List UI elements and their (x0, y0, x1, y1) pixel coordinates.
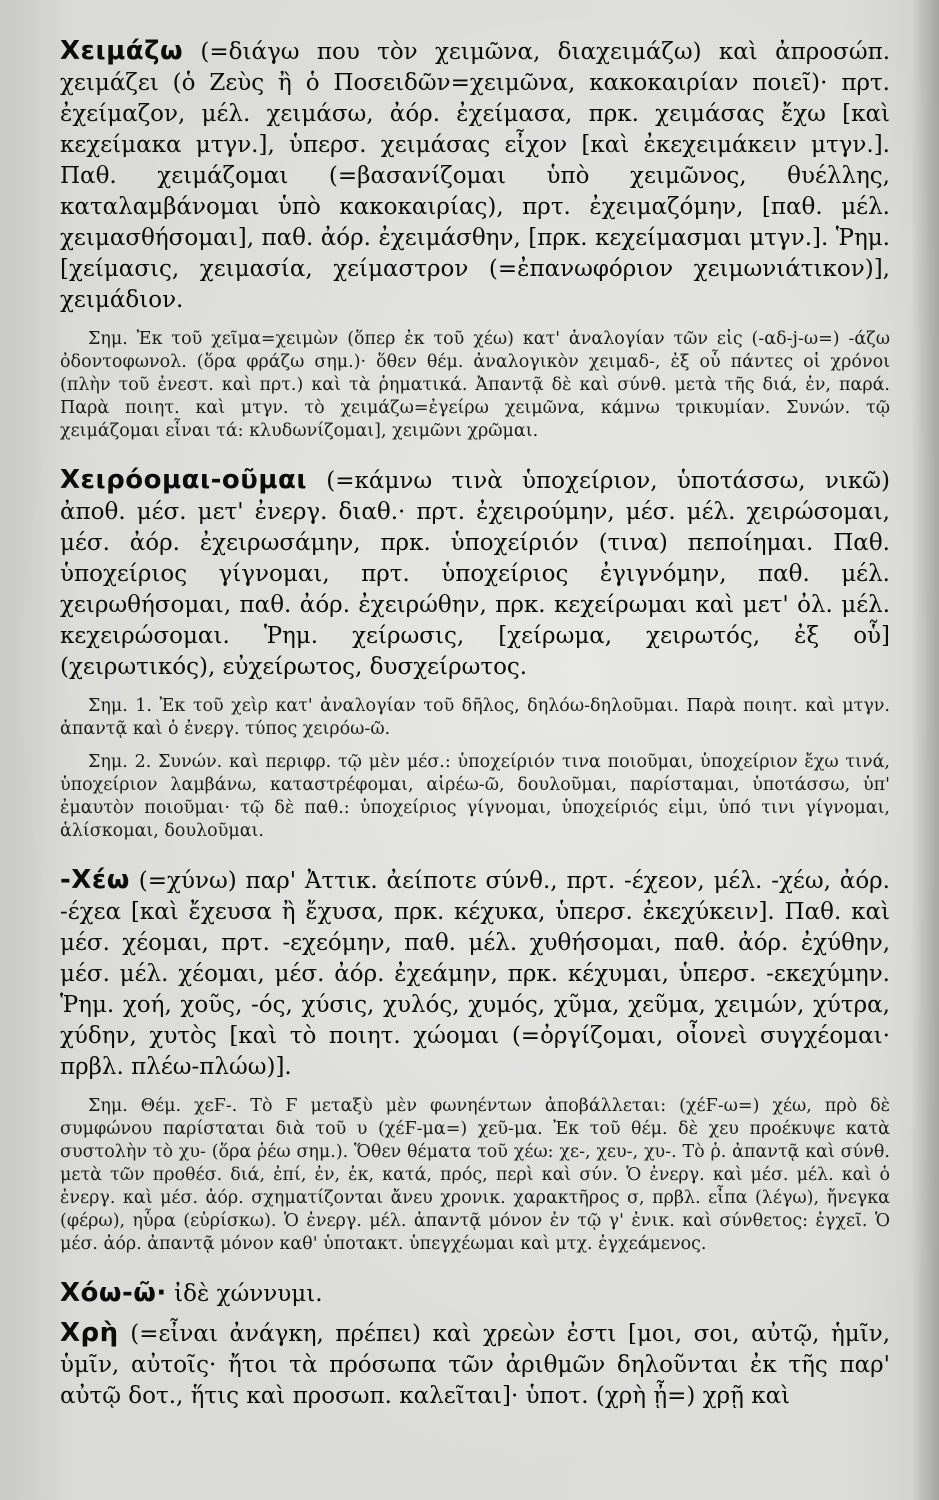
entry-headword: Χειμάζω (60, 36, 184, 66)
note-label: Σημ. (88, 1096, 128, 1116)
entry-text: (=διάγω που τὸν χειμῶνα, διαχειμάζω) καὶ ἀπροσώπ. χειμάζει (ὁ Ζεὺς ἢ ὁ Ποσειδῶν=χειμῶνα, κακοκαιρίαν ποιεῖ)· πρτ. ἐχείμαζον, μέλ. χειμάσω, ἀόρ. ἐχείμασα, πρκ. χειμάσας ἔχω [καὶ κεχείμακα μτγν.], ὑπερσ. χειμάσας εἶχον [καὶ ἐκεχειμάκειν μτγν.]. Παθ. χειμάζομαι (=βασανίζομαι ὑπὸ χειμῶνος, θυέλλης, καταλαμβάνομαι ὑπὸ κακοκαιρίας), πρτ. ἐχειμαζόμην, [παθ. μέλ. χειμασθήσομαι], παθ. ἀόρ. ἐχειμάσθην, [πρκ. κεχείμασμαι μτγν.]. Ῥημ. [χείμασις, χειμασία, χείμαστρον (=ἐπανωφόριον χειμωνιάτικον)], χειμάδιον. (60, 39, 891, 313)
entry-note (60, 695, 890, 741)
entry-note (60, 1095, 890, 1256)
dictionary-entry (60, 865, 890, 1083)
note-label: Σημ. (88, 329, 128, 349)
note-text: Ἐκ τοῦ χεῖμα=χειμὼν (ὅπερ ἐκ τοῦ χέω) κατ' ἀναλογίαν τῶν εἰς (-αδ-j-ω=) -άζω ὀδοντοφωνολ. (ὅρα φράζω σημ.)· ὅθεν θέμ. ἀναλογικὸν χειμαδ-, ἐξ οὗ πάντες οἱ χρόνοι (πλὴν τοῦ ἐνεστ. καὶ πρτ.) καὶ τὰ ῥηματικά. Ἀπαντᾷ δὲ καὶ σύνθ. μετὰ τῆς διά, ἐν, παρά. Παρὰ ποιητ. καὶ μτγν. τὸ χειμάζω=ἐγείρω χειμῶνα, κάμνω τρικυμίαν. Συνών. τῷ χειμάζομαι εἶναι τά: κλυδωνίζομαι], χειμῶνι χρῶμαι. (60, 329, 890, 441)
page-edge-shadow (911, 0, 939, 1500)
dictionary-entry (60, 1278, 890, 1310)
entry-note (60, 328, 890, 443)
entry-note (60, 751, 890, 843)
entry-text: (=κάμνω τινὰ ὑποχείριον, ὑποτάσσω, νικῶ) ἀποθ. μέσ. μετ' ἐνεργ. διαθ.· πρτ. ἐχειρούμην, μέσ. μέλ. χειρώσομαι, μέσ. ἀόρ. ἐχειρωσάμην, πρκ. ὑποχείριόν (τινα) πεποίημαι. Παθ. ὑποχείριος γίγνομαι, πρτ. ὑποχείριος ἐγιγνόμην, παθ. μέλ. χειρωθήσομαι, παθ. ἀόρ. ἐχειρώθην, πρκ. κεχείρωμαι καὶ μετ' ὀλ. μέλ. κεχειρώσομαι. Ῥημ. χείρωσις, [χείρωμα, χειρωτός, ἐξ οὗ] (χειρωτικός), εὐχείρωτος, δυσχείρωτος. (60, 468, 890, 680)
note-text: Ἐκ τοῦ χεὶρ κατ' ἀναλογίαν τοῦ δῆλος, δηλόω-δηλοῦμαι. Παρὰ ποιητ. καὶ μτγν. ἀπαντᾷ καὶ ὁ ἐνεργ. τύπος χειρόω-ῶ. (60, 696, 890, 739)
entry-headword: Χόω-ῶ· (60, 1278, 167, 1308)
entry-text: (=εἶναι ἀνάγκη, πρέπει) καὶ χρεὼν ἐστι [μοι, σοι, αὐτῷ, ἡμῖν, ὑμῖν, αὐτοῖς· ἤτοι τὰ πρόσωπα τῶν ἀριθμῶν δηλοῦνται ἐκ τῆς παρ' αὐτῷ δοτ., ἥτις καὶ προσωπ. καλεῖται]· ὑποτ. (χρὴ ᾖ=) χρῇ καὶ (60, 1321, 891, 1409)
entry-headword: Χειρόομαι-οῦμαι (60, 465, 307, 495)
entry-headword: Χρὴ (60, 1318, 119, 1348)
note-text: Θέμ. χεϜ-. Τὸ Ϝ μεταξὺ μὲν φωνηέντων ἀποβάλλεται: (χέϜ-ω=) χέω, πρὸ δὲ συμφώνου παρίσταται διὰ τοῦ υ (χέϜ-μα=) χεῦ-μα. Ἐκ τοῦ θέμ. δὲ χευ προέκυψε κατὰ συστολὴν τὸ χυ- (ὅρα ῥέω σημ.). Ὅθεν θέματα τοῦ χέω: χε-, χευ-, χυ-. Τὸ ῥ. ἀπαντᾷ καὶ σύνθ. μετὰ τῶν προθέσ. διά, ἐπί, ἐν, ἐκ, κατά, πρός, περὶ καὶ σύν. Ὁ ἐνεργ. καὶ μέσ. μέλ. καὶ ὁ ἐνεργ. καὶ μέσ. ἀόρ. σχηματίζονται ἄνευ χρονικ. χαρακτῆρος σ, πρβλ. εἶπα (λέγω), ἤνεγκα (φέρω), ηὗρα (εὑρίσκω). Ὁ ἐνεργ. μέλ. ἀπαντᾷ μόνον ἐν τῷ γ' ἐνικ. καὶ σύνθετος: ἐγχεῖ. Ὁ μέσ. ἀόρ. ἀπαντᾷ μόνον καθ' ὑποτακτ. ὑπεγχέωμαι καὶ μτχ. ἐγχεάμενος. (60, 1096, 890, 1254)
note-text: Συνών. καὶ περιφρ. τῷ μὲν μέσ.: ὑποχείριόν τινα ποιοῦμαι, ὑποχείριον ἔχω τινά, ὑποχείριον λαμβάνω, καταστρέφομαι, αἱρέω-ῶ, δουλοῦμαι, παρίσταμαι, ὑποτάσσω, ὑπ' ἐμαυτὸν ποιοῦμαι· τῷ δὲ παθ.: ὑποχείριος γίγνομαι, ὑποχείριός εἰμι, ὑπό τινι γίγνομαι, ἁλίσκομαι, δουλοῦμαι. (60, 752, 890, 841)
page-content (60, 30, 890, 1412)
dictionary-entry (60, 1318, 890, 1412)
note-label: Σημ. 2. (88, 752, 152, 772)
entry-text: (=χύνω) παρ' Ἀττικ. ἀείποτε σύνθ., πρτ. -έχεον, μέλ. -χέω, ἀόρ. -έχεα [καὶ ἔχευσα ἢ ἔχυσα, πρκ. κέχυκα, ὑπερσ. ἐκεχύκειν]. Παθ. καὶ μέσ. χέομαι, πρτ. -εχεόμην, παθ. μέλ. χυθήσομαι, παθ. ἀόρ. ἐχύθην, μέσ. μέλ. χέομαι, μέσ. ἀόρ. ἐχεάμην, πρκ. κέχυμαι, ὑπερσ. -εκεχύμην. Ῥημ. χοή, χοῦς, -ός, χύσις, χυλός, χυμός, χῦμα, χεῦμα, χειμών, χύτρα, χύδην, χυτὸς [καὶ τὸ ποιητ. χώομαι (=ὀργίζομαι, οἶονεὶ συγχέομαι· πρβλ. πλέω-πλώω)]. (60, 868, 890, 1080)
dictionary-entry (60, 465, 890, 683)
note-label: Σημ. 1. (88, 696, 152, 716)
dictionary-entry (60, 36, 890, 316)
entry-headword: -Χέω (60, 865, 130, 895)
entry-text: ἰδὲ χώννυμι. (174, 1281, 323, 1307)
